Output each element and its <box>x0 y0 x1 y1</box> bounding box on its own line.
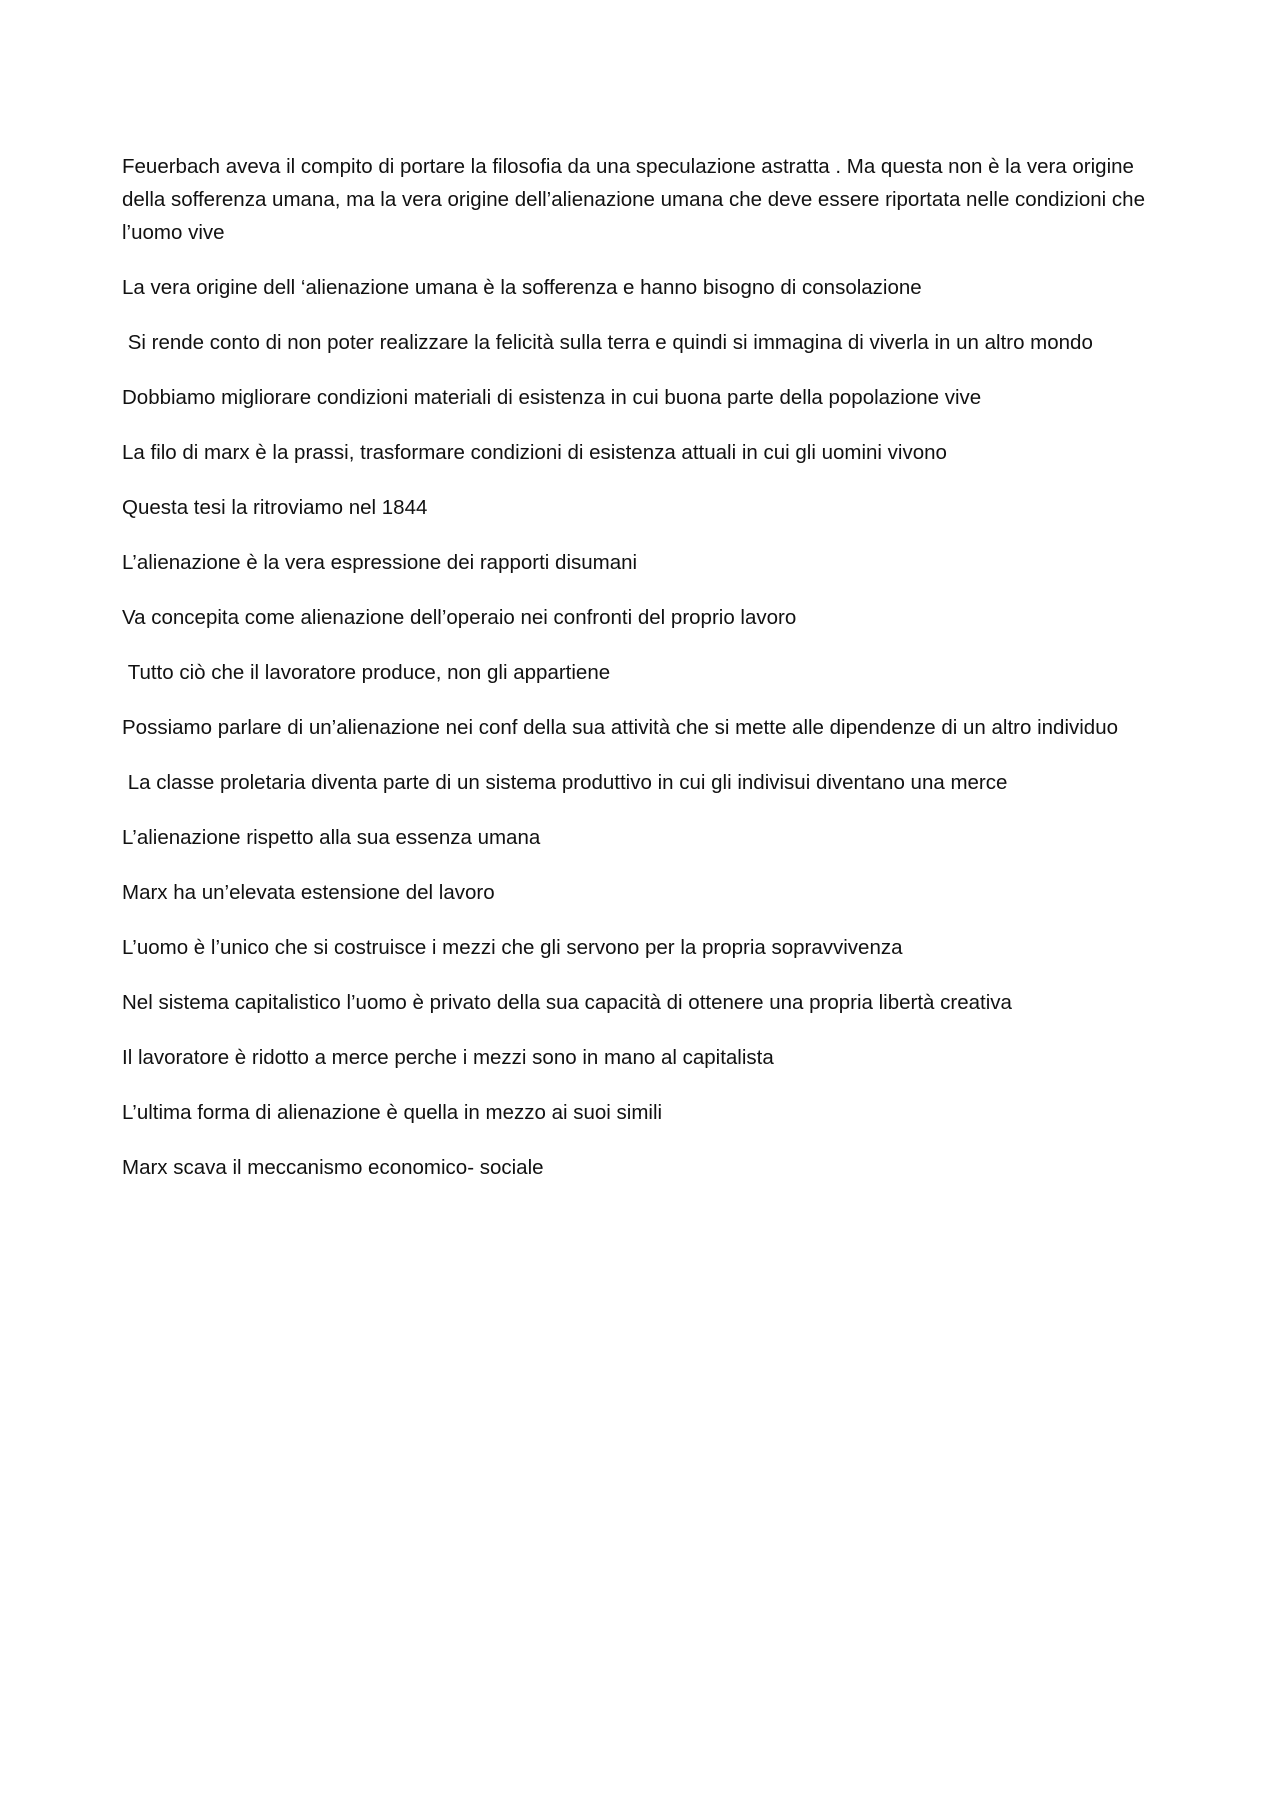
paragraph: Possiamo parlare di un’alienazione nei conf della sua attività che si mette alle dipendenze di un altro individuo <box>122 716 1119 739</box>
paragraph: Si rende conto di non poter realizzare la felicità sulla terra e quindi si immagina di viverla in un altro mondo <box>122 331 1093 354</box>
document-body <box>122 150 1172 1206</box>
paragraph: La classe proletaria diventa parte di un sistema produttivo in cui gli indivisui diventano una merce <box>122 771 1008 794</box>
paragraph: Feuerbach aveva il compito di portare la filosofia da una speculazione astratta . Ma questa non è la vera origine della sofferenza umana, ma la vera origine dell’alienazione umana che deve essere riportata nelle condizioni che l’uomo vive <box>122 155 1151 244</box>
paragraph: L’alienazione è la vera espressione dei rapporti disumani <box>122 551 638 574</box>
paragraph: Tutto ciò che il lavoratore produce, non gli appartiene <box>122 661 611 684</box>
paragraph: Nel sistema capitalistico l’uomo è privato della sua capacità di ottenere una propria libertà creativa <box>122 991 1012 1014</box>
paragraph: L’uomo è l’unico che si costruisce i mezzi che gli servono per la propria sopravvivenza <box>122 936 903 959</box>
paragraph: Questa tesi la ritroviamo nel 1844 <box>122 496 428 519</box>
paragraph: Il lavoratore è ridotto a merce perche i mezzi sono in mano al capitalista <box>122 1046 774 1069</box>
paragraph: Marx ha un’elevata estensione del lavoro <box>122 881 495 904</box>
paragraph: Dobbiamo migliorare condizioni materiali di esistenza in cui buona parte della popolazione vive <box>122 386 982 409</box>
paragraph: La vera origine dell ‘alienazione umana è la sofferenza e hanno bisogno di consolazione <box>122 276 922 299</box>
paragraph: Va concepita come alienazione dell’operaio nei confronti del proprio lavoro <box>122 606 797 629</box>
paragraph: La filo di marx è la prassi, trasformare condizioni di esistenza attuali in cui gli uomini vivono <box>122 441 947 464</box>
paragraph: L’ultima forma di alienazione è quella in mezzo ai suoi simili <box>122 1101 663 1124</box>
paragraph: L’alienazione rispetto alla sua essenza umana <box>122 826 541 849</box>
paragraph: Marx scava il meccanismo economico- sociale <box>122 1156 544 1179</box>
